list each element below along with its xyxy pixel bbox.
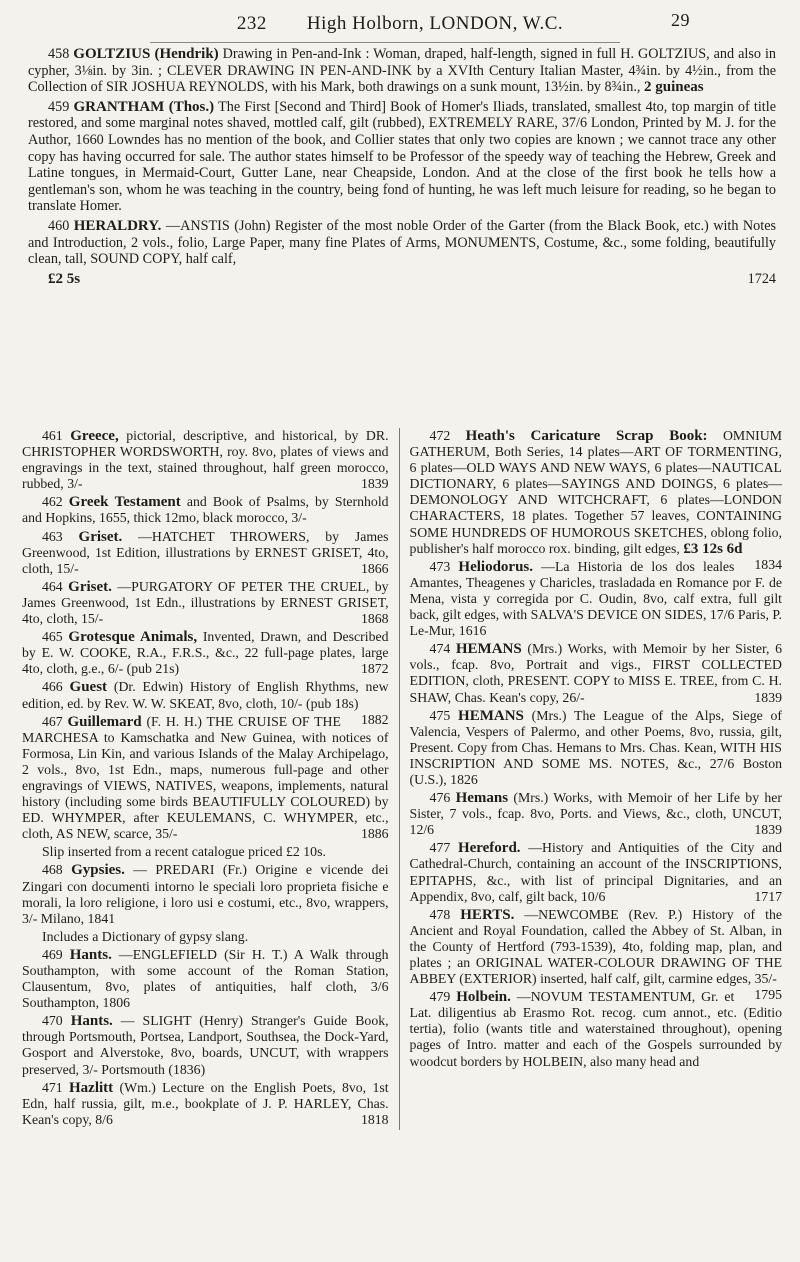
right-column [399, 428, 782, 1130]
entry-text: (Mrs.) The League of the Alps, Siege of Valencia, Vespers of Palermo, and other Poems, 8vo, russia, gilt, Present. Copy from Chas. Hemans to Mrs. Chas. Kean, WITH HIS INSCRIPTION AND SOME MS. NOTES, &c., 27/6 Boston (U.S.), 1826 [409, 707, 782, 787]
entry-lot: 468 [42, 862, 63, 878]
entry-date: 1886 [360, 826, 389, 842]
entry-467 [22, 711, 389, 843]
entry-460: 460 HERALDRY. —ANSTIS (John) Register of the most noble Order of the Garter (from the Black Book, etc.) with Notes and Introduction, 2 vols., folio, Large Paper, many fine Plates of Arms, MONUMENTS, Costume, &c., some folding, beautifully clean, tall, SOUND COPY, half calf, [28, 217, 777, 268]
entry-text: —ENGLEFIELD (Sir H. T.) A Walk through Southampton, with some account of the Roman Station, Clausentum, 8vo, plates of antiquities, half cloth, 3/6 Southampton, 1806 [22, 946, 389, 1011]
entry-heading: Hazlitt [69, 1079, 114, 1096]
entry-lot: 465 [42, 629, 63, 645]
entry-date: 1818 [360, 1111, 389, 1127]
entry-date: 1839 [754, 689, 782, 705]
entry-475 [410, 708, 782, 788]
entry-date: 1717 [754, 888, 782, 904]
entry-date: 1834 [754, 556, 782, 572]
entry-text: and Book of Psalms, by Sternhold and Hopkins, 1655, thick 12mo, black morocco, 3/- [22, 494, 389, 526]
header-rule [150, 42, 620, 43]
entry-lot: 475 [429, 707, 451, 723]
entry-text: (F. H. H.) THE CRUISE OF THE MARCHESA to Kamschatka and New Guinea, with notices of Formosa, Lin Kin, and various Islands of the Malay Archipelago, 2 vols., 8vo, 1st Edn., maps, numerous full-page and other engravings of VIEWS, NATIVES, weapons, implements, natural history (including some birds BEAUTIFULLY COLOURED) by ED. WHYMPER, after KEULEMANS, C. WHYMPER, etc., cloth, AS NEW, scarce, 35/- [22, 713, 389, 842]
entry-lot: 461 [42, 428, 63, 443]
entry-469 [22, 947, 389, 1011]
entry-heading: Greece, [70, 428, 119, 444]
entry-heading: Hemans [455, 790, 509, 807]
entry-heading: Griset. [68, 578, 112, 595]
entry-463 [22, 529, 389, 577]
entry-heading: Hants. [70, 1013, 113, 1030]
entry-heading: Holbein. [456, 989, 511, 1006]
entry-date: 1839 [754, 822, 782, 838]
left-column [22, 428, 389, 1130]
entry-479 [410, 989, 782, 1069]
entry-lot: 472 [429, 428, 451, 443]
entry-date: 1839 [360, 476, 389, 492]
entry-468 [22, 862, 389, 926]
entry-heading: Griset. [78, 528, 123, 545]
entry-lot: 462 [42, 494, 63, 510]
entry-text: —History and Antiquities of the City and Cathedral-Church, containing an account of the INSCRIPTIONS, EPITAPHS, &c., with list of principal Dignitaries, and an Appendix, 8vo, calf, gilt back, 10/6 [409, 840, 783, 904]
entry-heading: HEMANS [458, 707, 524, 724]
entry-lot: 474 [429, 641, 451, 657]
entry-heading: HERTS. [460, 906, 515, 923]
entry-heading: Heliodorus. [458, 558, 533, 575]
entry-461 [22, 428, 389, 492]
entry-471 [22, 1080, 389, 1128]
page-number: 232 [236, 13, 267, 34]
two-column-entries [22, 428, 782, 1130]
entry-heading: Grotesque Animals, [68, 629, 198, 646]
entry-464 [22, 579, 389, 627]
entry-lot: 476 [429, 790, 451, 806]
entry-text: —PURGATORY OF PETER THE CRUEL, by James Greenwood, 1st Edn., illustrations by ERNEST GRISET, 4to, cloth, 15/- [22, 578, 389, 627]
entry-heading: Hants. [69, 946, 112, 963]
entry-text: —HATCHET THROWERS, by James Greenwood, 1st Edition, illustrations by ERNEST GRISET, 4to, cloth, 15/- [22, 528, 389, 576]
entry-note: Slip inserted from a recent catalogue priced £2 10s. [42, 844, 326, 860]
entry-heading: HEMANS [455, 641, 522, 658]
entry-474 [410, 641, 782, 705]
entry-text: OMNIUM GATHERUM, Both Series, 14 plates—ART OF TORMENTING, 6 plates—OLD WAYS AND NEW WAYS, 6 plates—NAUTICAL DICTIONARY, 6 plates—SAYINGS AND DOINGS, 6 plates—DEMONOLOGY AND WITCHCRAFT, 6 plates—LONDON CHARACTERS, 18 plates. Together 57 leaves, CONTAINING SOME HUNDREDS OF HUMOROUS SKETCHES, oblong folio, publisher's half morocco rox. binding, gilt edges, [409, 428, 782, 556]
entry-heading: Hereford. [457, 840, 521, 857]
entry-lot: 471 [42, 1079, 63, 1095]
entry-text: pictorial, descriptive, and historical, by DR. CHRISTOPHER WORDSWORTH, roy. 8vo, plates of views and engravings in the text, stained throughout, half green morocco, rubbed, 3/- [22, 428, 389, 492]
full-width-entries [28, 46, 776, 290]
entry-date: 1866 [360, 560, 389, 576]
entry-lot: 473 [429, 558, 451, 574]
entry-heading: Greek Testament [68, 494, 181, 511]
entry-text: (Wm.) Lecture on the English Poets, 8vo, 1st Edn, half russia, gilt, m.e., bookplate of J. P. HARLEY, Chas. Kean's copy, 8/6 [22, 1079, 389, 1127]
entry-lot: 467 [42, 713, 63, 729]
entry-date: 1868 [360, 611, 389, 627]
entry-text: — PREDARI (Fr.) Origine e vicende dei Zingari con documenti intorno le speciali loro proprieta fisiche e morali, la loro religione, i loro usi e costumi, etc., 8vo, wrappers, 3/- Milano, 1841 [22, 862, 389, 926]
folio-number: 29 [671, 10, 690, 30]
entry-heading: Guillemard [67, 713, 142, 730]
entry-lot: 477 [429, 840, 451, 856]
entry-lot: 478 [429, 906, 451, 922]
entry-lot: 463 [42, 528, 63, 544]
entry-price: £3 12s 6d [683, 540, 743, 557]
entry-460-price: £2 5s 1724 [48, 270, 776, 287]
entry-lot: 470 [42, 1013, 63, 1029]
entry-date: 1872 [360, 661, 389, 677]
entry-465 [22, 629, 389, 677]
entry-458: 458 GOLTZIUS (Hendrik) Drawing in Pen-and-Ink : Woman, draped, half-length, signed in full H. GOLTZIUS, and also in cypher, 3⅛in. by 3in. ; CLEVER DRAWING IN PEN-AND-INK by a XVIth Century Italian Master, 4¾in. by 4½in., from the Collection of SIR JOSHUA REYNOLDS, with his Mark, both drawings on a sunk mount, 13½in. by 8¾in., 2 guineas [28, 46, 777, 96]
entry-text: (Mrs.) Works, with Memoir by her Sister, 6 vols., fcap. 8vo, Portrait and vigs., FIRST COLLECTED EDITION, cloth, PRESENT. COPY to MISS E. TREE, from C. H. SHAW, Chas. Kean's copy, 26/- [409, 641, 783, 705]
entry-476 [410, 790, 782, 838]
entry-text: Invented, Drawn, and Described by E. W. COOKE, R.A., F.R.S., &c., 22 full-page plates, large 4to, cloth, g.e., 6/- (pub 21s) [22, 629, 389, 677]
entry-text: (Dr. Edwin) History of English Rhythms, new edition, ed. by Rev. W. W. SKEAT, 8vo, cloth, 10/- (pub 18s) [22, 679, 389, 711]
entry-date: 1795 [754, 987, 782, 1003]
entry-note: Includes a Dictionary of gypsy slang. [42, 928, 249, 944]
entry-heading: Heath's Caricature Scrap Book: [465, 428, 708, 444]
entry-lot: 469 [42, 946, 63, 962]
entry-lot: 464 [42, 578, 63, 594]
entry-459: 459 GRANTHAM (Thos.) The First [Second and Third] Book of Homer's Iliads, translated, smallest 4to, top margin of title restored, and some marginal notes shaved, mottled calf, gilt (rubbed), EXTREMELY RARE, 37/6 London, Printed by M. J. for the Author, 1660 Lowndes has no mention of the book, and Collier states that only two copies are known ; we cannot trace any other copy has having occurred for sale. The author states himself to be Professor of the speedy way of teaching the Hebrew, Greek and Latine tongues, in Mermaid-Court, Gutter Lane, near Cheapside, London. And at the close of the first book he tells how a gentleman's son, whom he was teaching in the country, being fond of hunting, he was left much leisure for reading, so he began to translate Homer. [28, 98, 776, 215]
page-title: High Holborn, LONDON, W.C. [306, 13, 564, 34]
entry-heading: Gypsies. [71, 862, 125, 879]
entry-text: —NEWCOMBE (Rev. P.) History of the Ancient and Royal Foundation, called the Abbey of St. Alban, in the County of Hertford (793-1539), 4to, folding map, plan, and plates ; an ORIGINAL WATER-COLOUR DRAWING OF THE ABBEY (EXTERIOR) inserted, half calf, gilt, carmine edges, 35/- [409, 906, 782, 987]
entry-text: —La Historia de los dos leales Amantes, Theagenes y Charicles, trasladada en Romance por F. de Mena, vista y corregida por C. Oudin, 8vo, calf extra, full gilt back, gilt edges, with SALVA'S DEVICE ON SIDES, 17/6 Paris, P. Le-Mur, 1616 [409, 558, 782, 639]
entry-text: —NOVUM TESTAMENTUM, Gr. et Lat. diligentius ab Erasmo Rot. recog. cum annot., etc. (Editio tertia), folio (wants title and waterstained throughout), opening pages of Intro. matter and each of the Gospels surrounded by woodcut borders by HOLBEIN, also many head and [409, 989, 782, 1069]
entry-text: — SLIGHT (Henry) Stranger's Guide Book, through Portsmouth, Portsea, Landport, Southsea, the Dock-Yard, Gosport and Alverstoke, 8vo, boards, UNCUT, with wrappers preserved, 3/- Portsmouth (1836) [22, 1013, 389, 1077]
page-header [0, 8, 800, 40]
entry-477 [410, 840, 782, 904]
entry-heading: Guest [69, 679, 108, 696]
entry-lot: 466 [42, 679, 63, 695]
entry-462 [22, 494, 389, 526]
entry-date: 1882 [360, 711, 389, 727]
entry-text: (Mrs.) Works, with Memoir of her Life by her Sister, 7 vols., fcap. 8vo, Ports. and Views, &c., cloth, UNCUT, 12/6 [409, 790, 783, 838]
entry-470 [22, 1013, 389, 1077]
entry-lot: 479 [429, 989, 451, 1005]
entry-473 [409, 556, 782, 639]
